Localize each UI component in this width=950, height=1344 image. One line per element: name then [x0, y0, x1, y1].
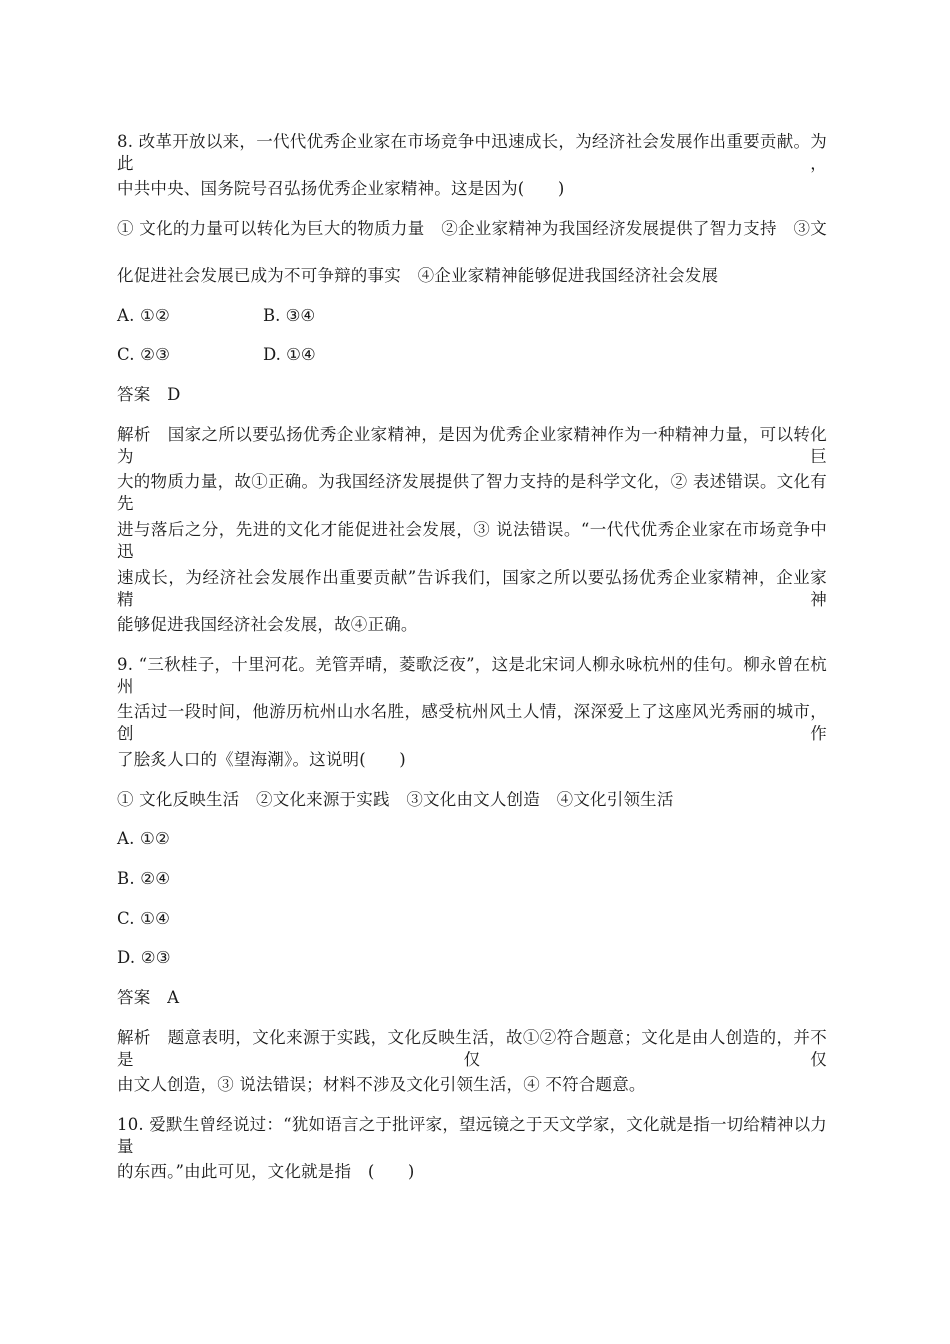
q9-analysis-line-2: 由文人创造，③ 说法错误；材料不涉及文化引领生活，④ 不符合题意。: [117, 1075, 646, 1094]
q8-stem-line-1: 8. 改革开放以来，一代代优秀企业家在市场竞争中迅速成长，为经济社会发展作出重要贡献。为此，: [117, 132, 827, 173]
q8-items-line-2: 化促进社会发展已成为不可争辩的事实 ④企业家精神能够促进我国经济社会发展: [117, 266, 719, 285]
q8-analysis-line-3: 进与落后之分，先进的文化才能促进社会发展，③ 说法错误。“一代代优秀企业家在市场竞争中迅: [117, 520, 827, 561]
q8-option-b: B. ③④: [263, 306, 316, 325]
q9-option-b: B. ②④: [117, 869, 171, 888]
q9-option-a: A. ①②: [117, 829, 170, 848]
q9-analysis-line-1: 解析 题意表明，文化来源于实践，文化反映生活，故①②符合题意；文化是由人创造的，并不是仅仅: [117, 1028, 827, 1069]
q9-stem-line-2: 生活过一段时间，他游历杭州山水名胜，感受杭州风土人情，深深爱上了这座风光秀丽的城市，创作: [117, 702, 827, 743]
q8-analysis-line-1: 解析 国家之所以要弘扬优秀企业家精神，是因为优秀企业家精神作为一种精神力量，可以转化为巨: [117, 425, 827, 466]
q8-stem-line-2: 中共中央、国务院号召弘扬优秀企业家精神。这是因为( ): [117, 179, 565, 198]
q9-stem-line-3: 了脍炙人口的《望海潮》。这说明( ): [117, 750, 406, 769]
q9-stem-line-1: 9. “三秋桂子，十里河花。羌管弄晴，菱歌泛夜”，这是北宋词人柳永咏杭州的佳句。柳永曾在杭州: [117, 655, 827, 696]
q8-items-line-1: ① 文化的力量可以转化为巨大的物质力量 ②企业家精神为我国经济发展提供了智力支持 ③文: [117, 219, 827, 238]
q10-stem-line-1: 10. 爱默生曾经说过：“犹如语言之于批评家，望远镜之于天文学家，文化就是指一切给精神以力量: [117, 1115, 827, 1156]
q8-analysis-line-4: 速成长，为经济社会发展作出重要贡献”告诉我们，国家之所以要弘扬优秀企业家精神，企业家精神: [117, 568, 827, 609]
q8-analysis-line-2: 大的物质力量，故①正确。为我国经济发展提供了智力支持的是科学文化，② 表述错误。文化有先: [117, 472, 827, 513]
q8-option-c: C. ②③: [117, 345, 171, 364]
q8-option-d: D. ①④: [263, 345, 316, 364]
q8-answer: 答案 D: [117, 385, 181, 404]
q9-option-c: C. ①④: [117, 909, 171, 928]
q10-stem-line-2: 的东西。”由此可见，文化就是指 ( ): [117, 1162, 415, 1181]
q8-option-a: A. ①②: [117, 306, 170, 325]
q8-analysis-line-5: 能够促进我国经济社会发展，故④正确。: [117, 615, 418, 634]
q9-option-d: D. ②③: [117, 948, 171, 967]
q9-answer: 答案 A: [117, 988, 180, 1007]
q9-items-line-1: ① 文化反映生活 ②文化来源于实践 ③文化由文人创造 ④文化引领生活: [117, 790, 674, 809]
